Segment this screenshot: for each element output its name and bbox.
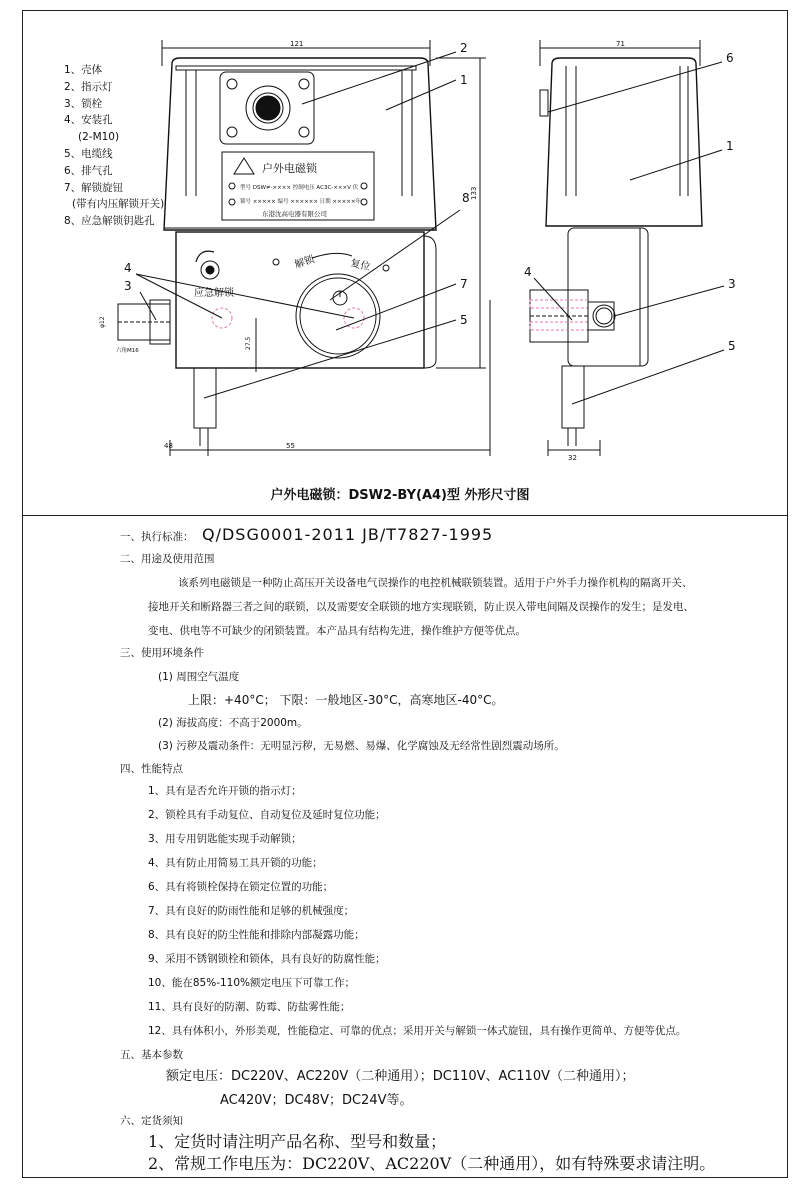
s4-item: 7、具有良好的防雨性能和足够的机械强度； (148, 905, 355, 917)
s4-item: 9、采用不锈钢锁栓和锁体，具有良好的防腐性能； (148, 953, 386, 965)
callout-3: 3 (124, 279, 132, 293)
s3-head: 三、使用环境条件 (120, 647, 204, 659)
plate-line2: 锁号 ××××× 编号 ×××××× 日期 ×××××年 (240, 199, 361, 205)
legend-item: 6、排气孔 (64, 164, 113, 177)
s6-head: 六、定货须知 (120, 1115, 183, 1127)
s3-item: (1) 周围空气温度 (158, 671, 240, 683)
s4-item: 10、能在85%-110%额定电压下可靠工作； (148, 977, 356, 989)
callout-2: 2 (460, 41, 468, 55)
s3-item: (3) 污秽及震动条件：无明显污秽，无易燃、易爆、化学腐蚀及无经常性剧烈震动场所。 (158, 740, 565, 752)
s4-item: 6、具有将锁栓保持在锁定位置的功能； (148, 881, 334, 893)
s6-item: 2、常规工作电压为：DC220V、AC220V（二种通用），如有特殊要求请注明。 (148, 1154, 716, 1173)
front-view (99, 40, 490, 456)
s3-item: (2) 海拔高度：不高于2000m。 (158, 717, 308, 729)
label-emergency: 应急解锁 (194, 288, 234, 299)
dim-121: 121 (290, 40, 304, 48)
legend-item: 1、壳体 (64, 64, 103, 76)
callout-1-side: 1 (726, 139, 734, 153)
legend-item: (带有内压解锁开关) (72, 198, 165, 211)
s2-paragraph: 该系列电磁锁是一种防止高压开关设备电气误操作的电控机械联锁装置。适用于户外手力操作机构的隔离开关、 (178, 577, 693, 589)
s4-item: 2、锁栓具有手动复位、自动复位及延时复位功能； (148, 809, 386, 821)
legend-item: 7、解锁旋钮 (64, 181, 124, 194)
plate-title: 户外电磁锁 (262, 162, 317, 175)
s4-item: 3、用专用钥匙能实现手动解锁； (148, 833, 302, 845)
plate-line1: 型号 DSW≠-×××× 控制电压 AC3C-×××V 伏 (240, 185, 359, 191)
s3-item: 上限：+40°C； 下限：一般地区-30°C，高寒地区-40°C。 (188, 693, 504, 707)
legend-item: (2-M10) (78, 131, 120, 144)
dim-phi12: φ12 (99, 316, 106, 328)
label-unlock: 解锁 (293, 254, 316, 271)
s4-item: 8、具有良好的防尘性能和排除内部凝露功能； (148, 929, 365, 941)
dim-133: 133 (470, 186, 478, 200)
s5-head: 五、基本参数 (120, 1049, 183, 1061)
s4-item: 12、具有体积小，外形美观，性能稳定、可靠的优点；采用开关与解锁一体式旋钮，具有操作更简单、方便等优点。 (148, 1025, 687, 1037)
dim-71: 71 (616, 40, 625, 48)
callout-5-side: 5 (728, 339, 736, 353)
section-divider (22, 515, 788, 516)
s1-head: 一、执行标准： (120, 531, 194, 543)
s5-voltage: 额定电压：DC220V、AC220V（二种通用）；DC110V、AC110V（二种通用）； (166, 1069, 635, 1084)
side-view (524, 40, 736, 462)
callout-4: 4 (124, 261, 132, 275)
label-reset: 复位 (349, 258, 372, 274)
legend-item: 2、指示灯 (64, 80, 113, 93)
s4-head: 四、性能特点 (120, 763, 183, 775)
s2-paragraph: 接地开关和断路器三者之间的联锁，以及需要安全联锁的地方实现联锁，防止误入带电间隔及误操作的发生；是发电、 (148, 601, 694, 613)
dim-hex: 六角M16 (116, 348, 139, 354)
s6-item: 1、定货时请注明产品名称、型号和数量； (148, 1132, 447, 1151)
callout-6: 6 (726, 51, 734, 65)
callout-1: 1 (460, 73, 468, 87)
s2-head: 二、用途及使用范围 (120, 553, 215, 565)
callout-3-side: 3 (728, 277, 736, 291)
callout-5: 5 (460, 313, 468, 327)
legend-item: 5、电缆线 (64, 147, 113, 160)
s4-item: 11、具有良好的防潮、防霉、防盐雾性能； (148, 1001, 351, 1013)
legend-item: 3、锁栓 (64, 97, 103, 110)
callout-4-side: 4 (524, 265, 532, 279)
dim-32: 32 (568, 454, 577, 462)
technical-drawing (0, 0, 800, 480)
s5-voltage: AC420V；DC48V；DC24V等。 (220, 1093, 413, 1108)
drawing-title: 户外电磁锁：DSW2-BY(A4)型 外形尺寸图 (270, 488, 530, 503)
callout-7: 7 (460, 277, 468, 291)
dim-275: 27.5 (245, 336, 252, 350)
s1-standard: Q/DSG0001-2011 JB/T7827-1995 (202, 525, 494, 544)
s4-item: 1、具有是否允许开锁的指示灯； (148, 785, 302, 797)
callout-8: 8 (462, 191, 470, 205)
s4-item: 4、具有防止用简易工具开锁的功能； (148, 857, 323, 869)
dim-48: 48 (164, 442, 173, 450)
dim-55: 55 (286, 442, 295, 450)
s2-paragraph: 变电、供电等不可缺少的闭锁装置。本产品具有结构先进，操作维护方便等优点。 (148, 625, 526, 637)
plate-company: 东港沈高电器有限公司 (262, 210, 327, 218)
legend-item: 4、安装孔 (64, 114, 113, 127)
legend-item: 8、应急解锁钥匙孔 (64, 215, 155, 228)
